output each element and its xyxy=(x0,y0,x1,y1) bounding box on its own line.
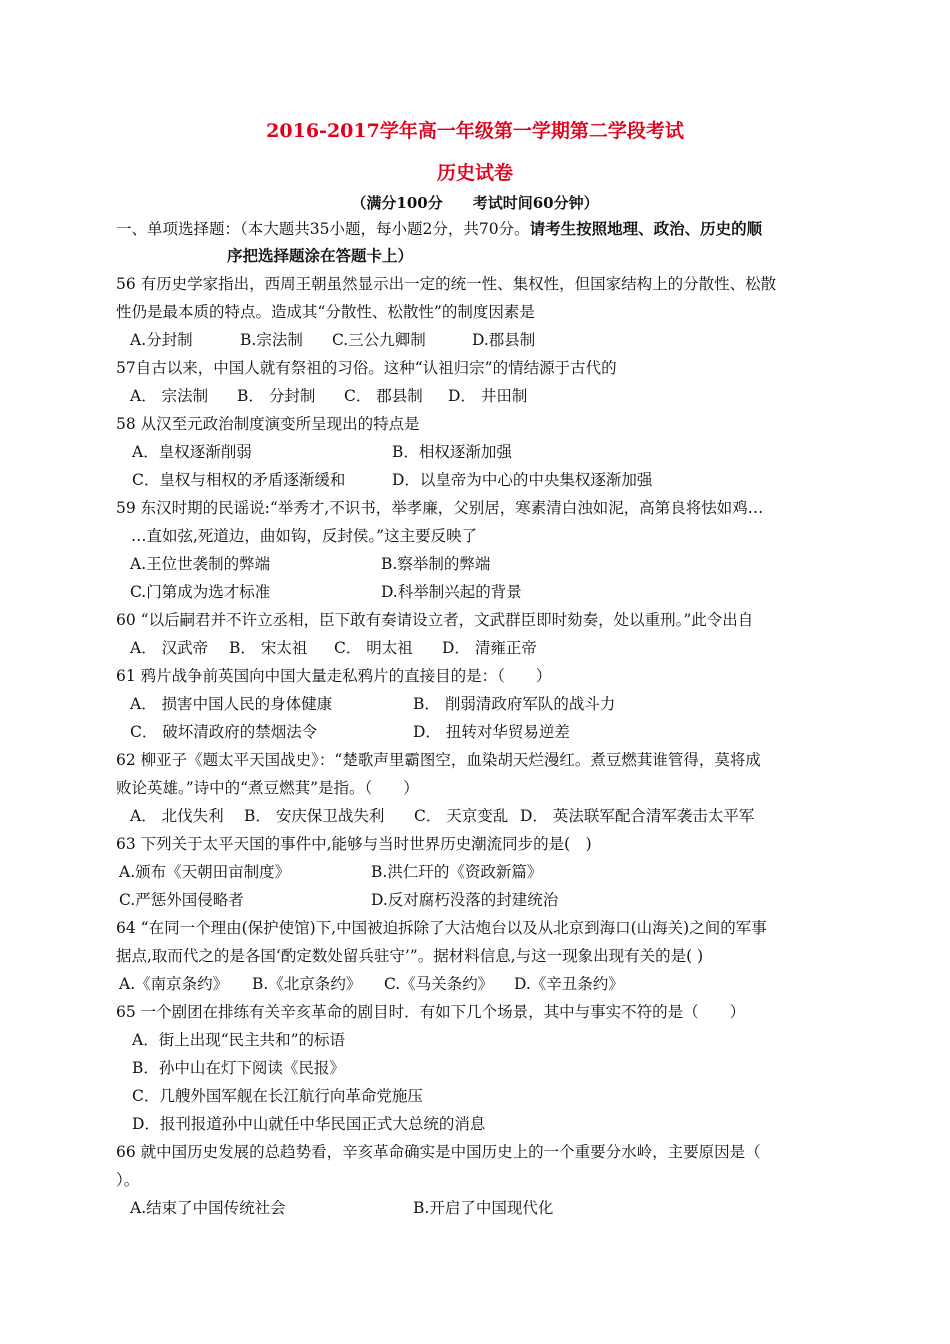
question-60-option-d: D． 清雍正帝 xyxy=(442,639,537,657)
question-66-line-2: ）。 xyxy=(116,1171,140,1189)
question-60-option-b: B． 宋太祖 xyxy=(229,639,308,657)
question-65-option-a: A．街上出现“民主共和”的标语 xyxy=(132,1031,346,1049)
question-65-option-b: B．孙中山在灯下阅读《民报》 xyxy=(132,1059,345,1077)
question-56-line-1: 56 有历史学家指出，西周王朝虽然显示出一定的统一性、集权性，但国家结构上的分散性、松散 xyxy=(116,275,777,293)
section-intro xyxy=(116,219,762,239)
question-63-option-d: D.反对腐朽没落的封建统治 xyxy=(371,891,559,909)
question-61-option-b: B． 削弱清政府军队的战斗力 xyxy=(413,695,616,713)
question-66-line-1: 66 就中国历史发展的总趋势看，辛亥革命确实是中国历史上的一个重要分水岭，主要原因是（ xyxy=(116,1143,761,1161)
question-59-line-1: 59 东汉时期的民谣说:“举秀才,不识书，举孝廉，父别居，寒素清白浊如泥，高第良将怯如鸡… xyxy=(116,499,764,517)
exam-meta: （满分100分 考试时间60分钟） xyxy=(351,194,599,212)
question-65-line-1: 65 一个剧团在排练有关辛亥革命的剧目时．有如下几个场景，其中与事实不符的是（ ） xyxy=(116,1003,746,1021)
question-56-option-d: D.郡县制 xyxy=(472,331,536,349)
question-59-option-b: B.察举制的弊端 xyxy=(381,555,491,573)
question-64-option-a: A.《南京条约》 xyxy=(119,975,229,993)
question-61-option-d: D． 扭转对华贸易逆差 xyxy=(413,723,570,741)
question-60-option-c: C． 明太祖 xyxy=(334,639,413,657)
question-62-option-d: D． 英法联军配合清军袭击太平军 xyxy=(520,807,755,825)
question-62-line-2: 败论英雄。”诗中的“煮豆燃萁”是指。（ ） xyxy=(116,779,419,797)
section-intro-text: 一、单项选择题：（本大题共35小题，每小题2分，共70分。 xyxy=(116,220,530,238)
section-instruction: 请考生按照地理、政治、历史的顺 xyxy=(529,219,763,238)
question-58-option-a: A．皇权逐渐削弱 xyxy=(132,443,252,461)
question-57-option-b: B． 分封制 xyxy=(237,387,316,405)
question-61-option-a: A． 损害中国人民的身体健康 xyxy=(130,695,333,713)
question-57-option-d: D． 井田制 xyxy=(448,387,528,405)
question-65-option-d: D．报刊报道孙中山就任中华民国正式大总统的消息 xyxy=(132,1115,486,1133)
question-56-option-a: A.分封制 xyxy=(130,331,193,349)
question-56-line-2: 性仍是最本质的特点。造成其“分散性、松散性”的制度因素是 xyxy=(116,303,535,321)
question-56-option-c: C.三公九卿制 xyxy=(332,331,426,349)
question-64-option-c: C.《马关条约》 xyxy=(384,975,494,993)
question-61-option-c: C． 破坏清政府的禁烟法令 xyxy=(130,723,318,741)
question-62-option-a: A． 北伐失利 xyxy=(130,807,224,825)
question-62-line-1: 62 柳亚子《题太平天国战史》：“楚歌声里霸图空，血染胡天烂漫红。煮豆燃萁谁管得，莫将成 xyxy=(116,751,761,769)
question-59-option-c: C.门第成为选才标准 xyxy=(130,583,271,601)
question-64-line-2: 据点,取而代之的是各国‘酌定数处留兵驻守’”。据材料信息,与这一现象出现有关的是( ) xyxy=(116,947,704,965)
question-61-line-1: 61 鸦片战争前英国向中国大量走私鸦片的直接目的是：（ ） xyxy=(116,667,552,685)
question-59-option-a: A.王位世袭制的弊端 xyxy=(130,555,271,573)
question-56-option-b: B.宗法制 xyxy=(240,331,303,349)
question-60-option-a: A． 汉武帝 xyxy=(130,639,209,657)
question-58-option-d: D．以皇帝为中心的中央集权逐渐加强 xyxy=(392,471,653,489)
question-63-line-1: 63 下列关于太平天国的事件中,能够与当时世界历史潮流同步的是( ) xyxy=(116,835,592,853)
question-64-line-1: 64 “在同一个理由(保护使馆)下,中国被迫拆除了大沽炮台以及从北京到海口(山海关)之间的军事 xyxy=(116,919,767,937)
question-63-option-a: A.颁布《天朝田亩制度》 xyxy=(119,863,291,881)
question-64-option-b: B.《北京条约》 xyxy=(252,975,362,993)
question-66-option-a: A.结束了中国传统社会 xyxy=(130,1199,286,1217)
question-58-option-b: B．相权逐渐加强 xyxy=(392,443,512,461)
question-58-line-1: 58 从汉至元政治制度演变所呈现出的特点是 xyxy=(116,415,420,433)
question-62-option-c: C． 天京变乱 xyxy=(414,807,509,825)
question-65-option-c: C．几艘外国军舰在长江航行向革命党施压 xyxy=(132,1087,423,1105)
question-60-line-1: 60 “以后嗣君并不许立丞相，臣下敢有奏请设立者，文武群臣即时劾奏，处以重刑。”此令出自 xyxy=(116,611,754,629)
section-instruction-cont: 序把选择题涂在答题卡上） xyxy=(227,246,414,265)
question-63-option-b: B.洪仁玕的《资政新篇》 xyxy=(371,863,543,881)
exam-subject: 历史试卷 xyxy=(436,162,513,184)
question-66-option-b: B.开启了中国现代化 xyxy=(413,1199,554,1217)
question-62-option-b: B． 安庆保卫战失利 xyxy=(244,807,385,825)
question-59-line-2: …直如弦,死道边，曲如钩，反封侯。”这主要反映了 xyxy=(131,527,478,545)
question-57-option-a: A． 宗法制 xyxy=(130,387,209,405)
exam-title: 2016-2017学年高一年级第一学期第二学段考试 xyxy=(266,120,684,142)
question-58-option-c: C．皇权与相权的矛盾逐渐缓和 xyxy=(132,471,346,489)
question-59-option-d: D.科举制兴起的背景 xyxy=(381,583,522,601)
question-64-option-d: D.《辛丑条约》 xyxy=(514,975,624,993)
question-63-option-c: C.严惩外国侵略者 xyxy=(119,891,244,909)
question-57-line-1: 57自古以来，中国人就有祭祖的习俗。这种“认祖归宗”的情结源于古代的 xyxy=(116,359,617,377)
question-57-option-c: C． 郡县制 xyxy=(344,387,423,405)
